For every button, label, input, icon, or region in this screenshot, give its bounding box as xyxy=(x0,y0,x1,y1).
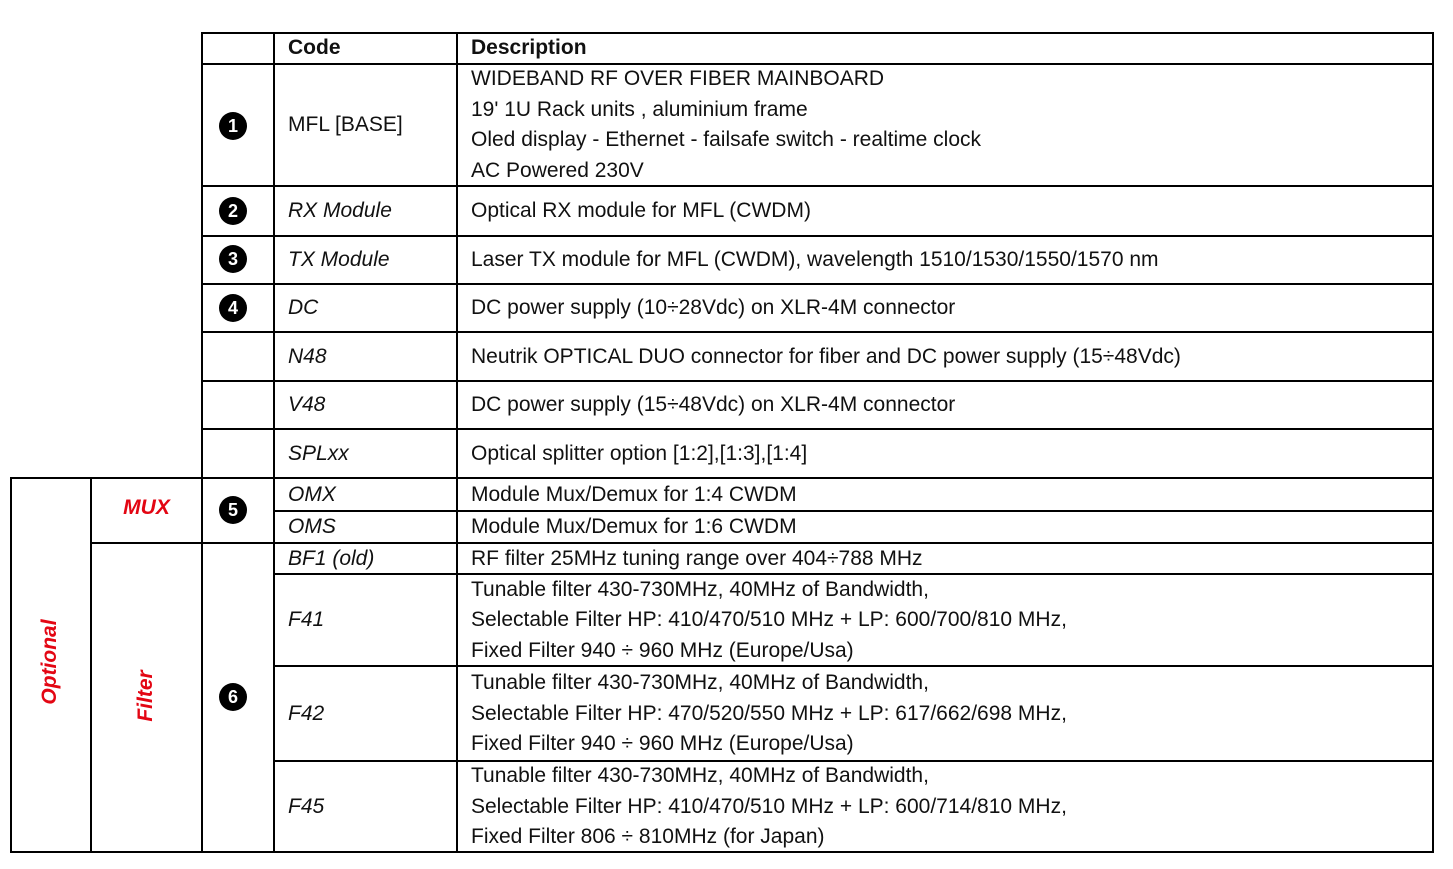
desc-tx: Laser TX module for MFL (CWDM), wavelength 1510/1530/1550/1570 nm xyxy=(471,248,1159,272)
desc-rx: Optical RX module for MFL (CWDM) xyxy=(471,199,811,223)
desc-oms: Module Mux/Demux for 1:6 CWDM xyxy=(471,515,797,539)
marker-6: 6 xyxy=(219,683,247,711)
desc-f45 xyxy=(471,762,1067,852)
desc-v48: DC power supply (15÷48Vdc) on XLR-4M connector xyxy=(471,393,956,417)
desc-mfl xyxy=(471,64,981,186)
marker-1: 1 xyxy=(219,112,247,140)
desc-line: Fixed Filter 806 ÷ 810MHz (for Japan) xyxy=(471,825,825,849)
code-mfl: MFL [BASE] xyxy=(288,112,403,136)
rule xyxy=(273,510,1434,512)
code-tx: TX Module xyxy=(288,248,390,272)
code-rx: RX Module xyxy=(288,199,392,223)
rule xyxy=(1432,32,1434,853)
code-f45: F45 xyxy=(288,794,325,818)
code-bf1: BF1 (old) xyxy=(288,546,375,570)
desc-line: Selectable Filter HP: 410/470/510 MHz + LP: 600/700/810 MHz, xyxy=(471,608,1067,632)
code-v48: V48 xyxy=(288,393,326,417)
header-code: Code xyxy=(288,36,341,60)
group-mux: MUX xyxy=(123,496,170,519)
code-oms: OMS xyxy=(288,515,336,539)
desc-f41 xyxy=(471,575,1067,666)
code-spl: SPLxx xyxy=(288,441,349,465)
desc-line: Tunable filter 430-730MHz, 40MHz of Bandwidth, xyxy=(471,577,929,601)
desc-line: Fixed Filter 940 ÷ 960 MHz (Europe/Usa) xyxy=(471,638,854,662)
marker-4: 4 xyxy=(219,294,247,322)
group-filter: Filter xyxy=(134,670,157,722)
desc-line: Fixed Filter 940 ÷ 960 MHz (Europe/Usa) xyxy=(471,732,854,756)
code-n48: N48 xyxy=(288,344,327,368)
desc-n48: Neutrik OPTICAL DUO connector for fiber and DC power supply (15÷48Vdc) xyxy=(471,344,1181,368)
desc-dc: DC power supply (10÷28Vdc) on XLR-4M connector xyxy=(471,296,956,320)
desc-line: Tunable filter 430-730MHz, 40MHz of Bandwidth, xyxy=(471,671,929,695)
rule xyxy=(201,32,203,853)
rule xyxy=(201,32,1434,34)
desc-line: Oled display - Ethernet - failsafe switch - realtime clock xyxy=(471,128,982,151)
code-f42: F42 xyxy=(288,701,325,725)
desc-line: 19' 1U Rack units , aluminium frame xyxy=(471,97,808,121)
header-description: Description xyxy=(471,36,587,60)
code-f41: F41 xyxy=(288,608,325,632)
rule xyxy=(90,477,92,853)
rule xyxy=(273,32,275,853)
desc-line: Selectable Filter HP: 410/470/510 MHz + LP: 600/714/810 MHz, xyxy=(471,794,1067,818)
marker-2: 2 xyxy=(219,197,247,225)
desc-f42 xyxy=(471,667,1067,761)
desc-line: AC Powered 230V xyxy=(471,158,644,182)
desc-omx: Module Mux/Demux for 1:4 CWDM xyxy=(471,482,797,506)
group-optional: Optional xyxy=(38,619,61,705)
code-dc: DC xyxy=(288,296,319,320)
rule xyxy=(10,477,12,853)
desc-bf1: RF filter 25MHz tuning range over 404÷788 MHz xyxy=(471,546,923,570)
desc-line: Tunable filter 430-730MHz, 40MHz of Bandwidth, xyxy=(471,764,929,788)
desc-line: Selectable Filter HP: 470/520/550 MHz + LP: 617/662/698 MHz, xyxy=(471,701,1067,725)
code-omx: OMX xyxy=(288,482,336,506)
marker-3: 3 xyxy=(219,245,247,273)
marker-5: 5 xyxy=(219,496,247,524)
desc-spl: Optical splitter option [1:2],[1:3],[1:4] xyxy=(471,441,808,465)
rule xyxy=(456,32,458,853)
desc-line: WIDEBAND RF OVER FIBER MAINBOARD xyxy=(471,67,885,90)
